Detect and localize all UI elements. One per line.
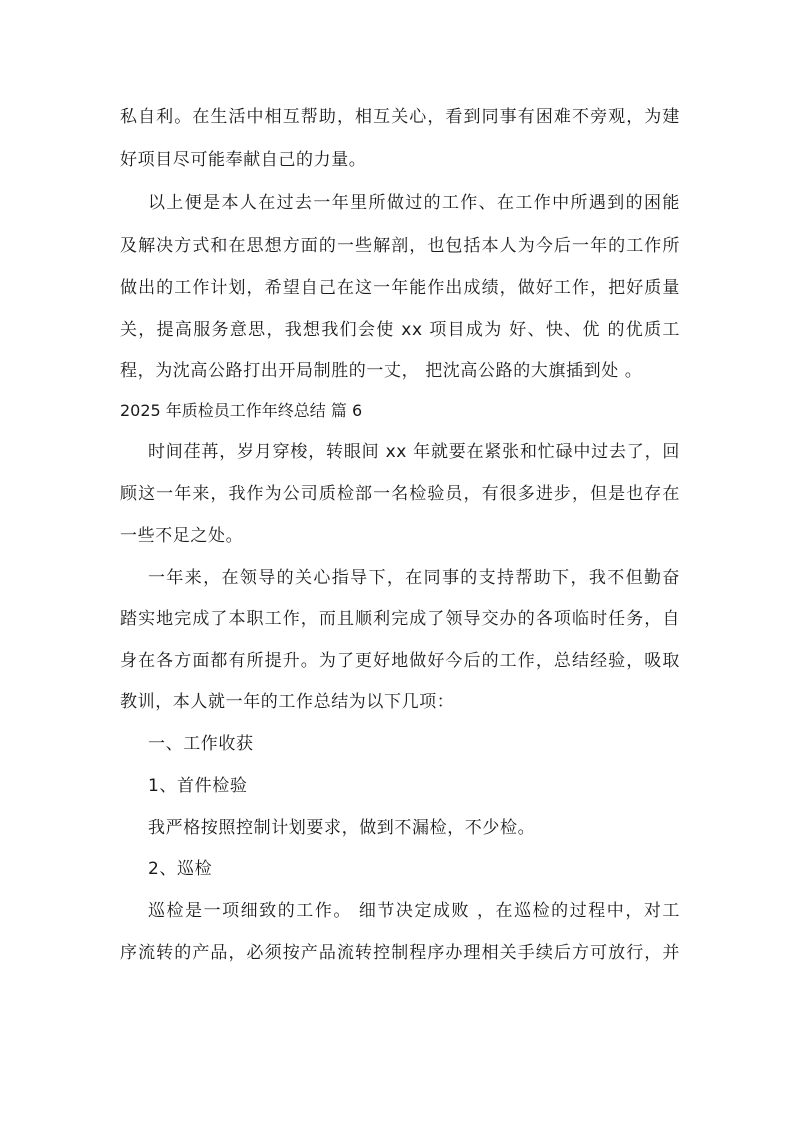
body-line: 我严格按照控制计划要求，做到不漏检，不少检。: [148, 818, 536, 838]
body-line: 时间荏苒，岁月穿梭，转眼间 xx 年就要在紧张和忙碌中过去了，回: [148, 442, 680, 462]
body-line: 私自利。在生活中相互帮助，相互关心，看到同事有困难不旁观，为建: [120, 107, 680, 127]
body-line: 及解决方式和在思想方面的一些解剖，也包括本人为今后一年的工作所: [120, 236, 680, 256]
body-line: 教训，本人就一年的工作总结为以下几项：: [120, 692, 455, 712]
body-line: 一年来，在领导的关心指导下，在同事的支持帮助下，我不但勤奋: [148, 568, 680, 588]
subsection-heading: 一、工作收获: [148, 734, 254, 754]
body-line: 巡检是一项细致的工作。 细节决定成败 ，在巡检的过程中，对工: [148, 901, 680, 921]
body-line: 好项目尽可能奉献自己的力量。: [120, 150, 367, 170]
section-heading: 2025 年质检员工作年终总结 篇 6: [120, 401, 363, 420]
body-line: 关，提高服务意思，我想我们会使 xx 项目成为 好、快、优 的优质工: [120, 320, 680, 340]
body-line: 以上便是本人在过去一年里所做过的工作、在工作中所遇到的困能: [148, 193, 680, 213]
body-line: 一些不足之处。: [120, 526, 244, 546]
subsection-heading: 2、巡检: [148, 859, 213, 879]
body-line: 序流转的产品，必须按产品流转控制程序办理相关手续后方可放行，并: [120, 943, 680, 963]
body-line: 身在各方面都有所提升。为了更好地做好今后的工作，总结经验，吸取: [120, 651, 680, 671]
subsection-heading: 1、首件检验: [148, 776, 248, 796]
body-line: 踏实地完成了本职工作，而且顺利完成了领导交办的各项临时任务，自: [120, 609, 680, 629]
body-line: 程，为沈高公路打出开局制胜的一丈， 把沈高公路的大旗插到处 。: [120, 361, 643, 381]
body-line: 做出的工作计划，希望自己在这一年能作出成绩，做好工作，把好质量: [120, 278, 680, 298]
body-line: 顾这一年来，我作为公司质检部一名检验员，有很多进步，但是也存在: [120, 484, 680, 504]
